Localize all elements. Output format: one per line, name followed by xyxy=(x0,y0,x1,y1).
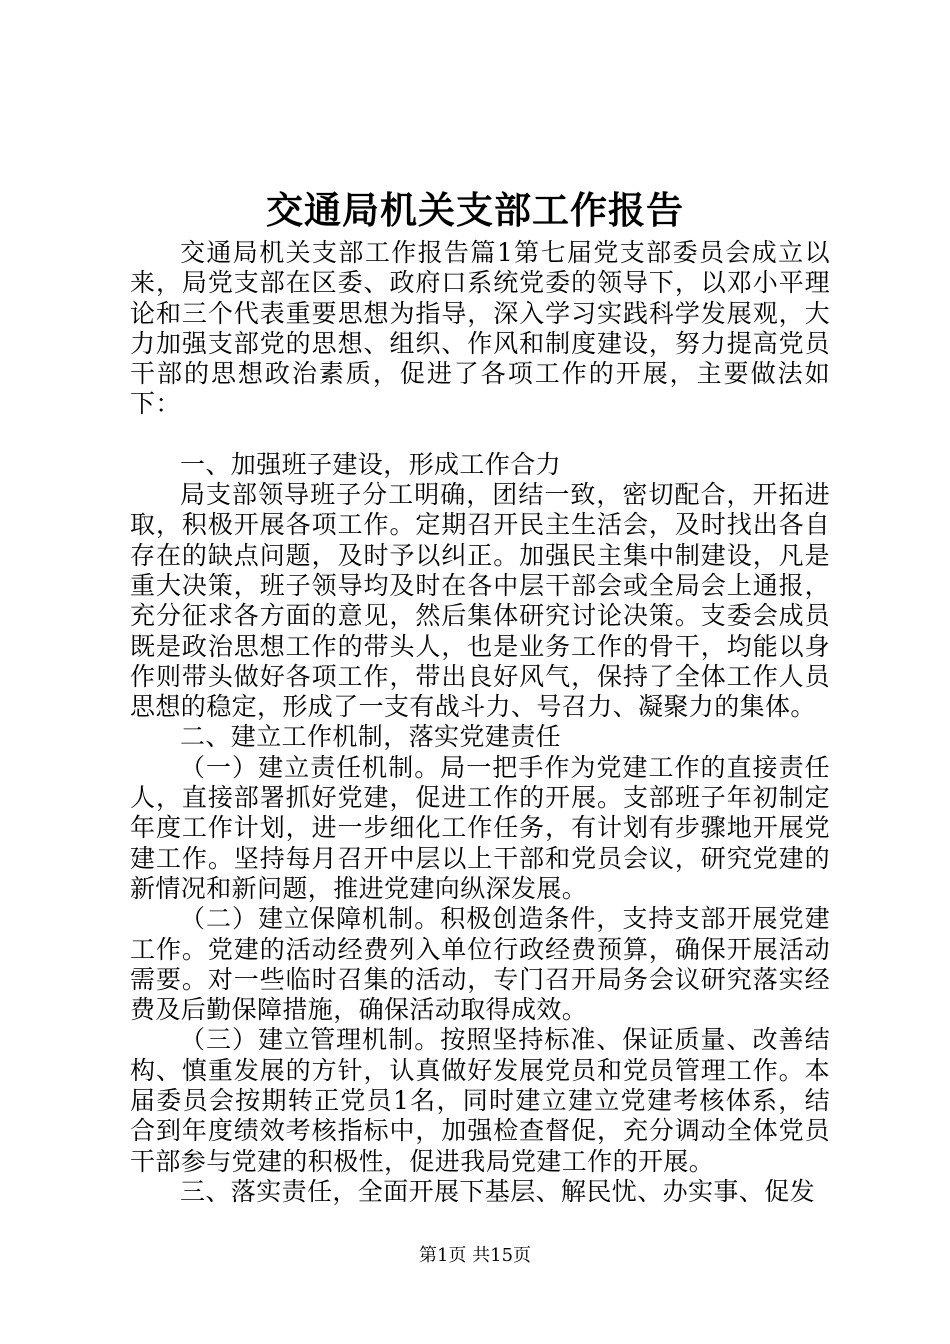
section-heading-1: 一、加强班子建设，形成工作合力 xyxy=(180,449,562,479)
subsection-management-paragraph: （三）建立管理机制。按照坚持标准、保证质量、改善结构、慎重发展的方针，认真做好发展党员和党员管理工作。本届委员会按期转正党员1名，同时建立建立党建考核体系，结合到年度绩效考核指标中，加强检查督促，充分调动全体党员干部参与党建的积极性，促进我局党建工作的开展。 xyxy=(130,1025,830,1176)
section-heading-2: 二、建立工作机制，落实党建责任 xyxy=(180,722,562,752)
page-title: 交通局机关支部工作报告 xyxy=(266,188,684,232)
intro-paragraph: 交通局机关支部工作报告篇1第七届党支部委员会成立以来，局党支部在区委、政府口系统党委的领导下，以邓小平理论和三个代表重要思想为指导，深入学习实践科学发展观，大力加强支部党的思想、组织、作风和制度建设，努力提高党员干部的思想政治素质，促进了各项工作的开展，主要做法如下： xyxy=(130,238,830,419)
section-heading-3: 三、落实责任，全面开展下基层、解民忧、办实事、促发 xyxy=(180,1176,816,1206)
subsection-guarantee-paragraph: （二）建立保障机制。积极创造条件，支持支部开展党建工作。党建的活动经费列入单位行政经费预算，确保开展活动需要。对一些临时召集的活动，专门召开局务会议研究落实经费及后勤保障措施，确保活动取得成效。 xyxy=(130,904,830,1025)
subsection-responsibility-paragraph: （一）建立责任机制。局一把手作为党建工作的直接责任人，直接部署抓好党建，促进工作的开展。支部班子年初制定年度工作计划，进一步细化工作任务，有计划有步骤地开展党建工作。坚持每月召开中层以上干部和党员会议，研究党建的新情况和新问题，推进党建向纵深发展。 xyxy=(130,752,830,903)
section-1-paragraph: 局支部领导班子分工明确，团结一致，密切配合，开拓进取，积极开展各项工作。定期召开民主生活会，及时找出各自存在的缺点问题，及时予以纠正。加强民主集中制建设，凡是重大决策，班子领导均及时在各中层干部会或全局会上通报，充分征求各方面的意见，然后集体研究讨论决策。支委会成员既是政治思想工作的带头人，也是业务工作的骨干，均能以身作则带头做好各项工作，带出良好风气，保持了全体工作人员思想的稳定，形成了一支有战斗力、号召力、凝聚力的集体。 xyxy=(130,480,830,722)
page-number-footer: 第1页 共15页 xyxy=(418,1245,532,1266)
document-body xyxy=(130,238,830,1207)
